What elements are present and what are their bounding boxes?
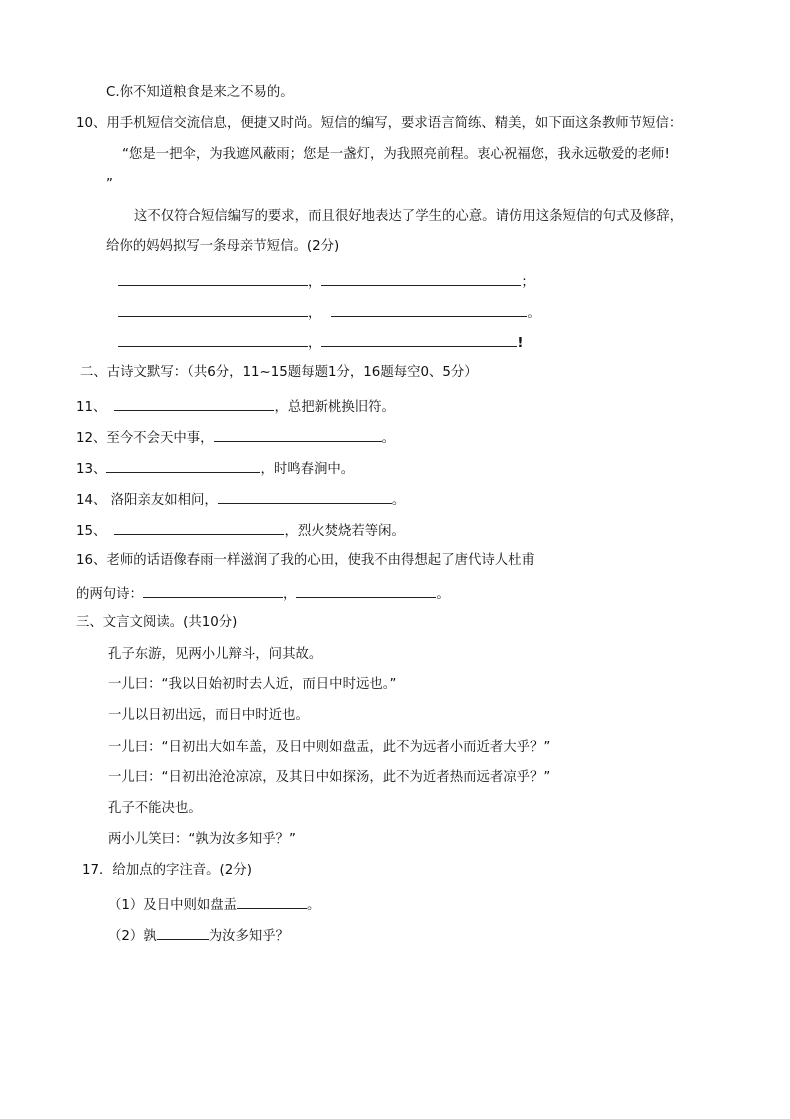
passage-line: 两小儿笑曰：“孰为汝多知乎？” (108, 832, 296, 847)
q15-number: 15、 (76, 524, 107, 539)
q16-end: 。 (436, 587, 450, 602)
section2-heading: 二、古诗文默写：（共6分，11~15题每题1分，16题每空0、5分） (80, 365, 478, 380)
q10-intro: 10、用手机短信交流信息，便捷又时尚。短信的编写，要求语言简练、精美，如下面这条教师节短信： (76, 116, 683, 131)
q17-item1-text: （1）及日中则如盘盂 (108, 898, 238, 913)
q12 (76, 428, 395, 447)
passage-line: 一儿曰：“我以日始初时去人近，而日中时远也。” (108, 677, 397, 692)
section3-heading: 三、文言文阅读。(共10分) (76, 615, 238, 630)
q9-option-c: C.你不知道粮食是来之不易的。 (106, 85, 294, 100)
q17-item1 (108, 895, 320, 914)
q14 (76, 490, 405, 509)
q17-item2 (108, 926, 289, 945)
q10-answer-row-3 (118, 333, 524, 352)
q14-end: 。 (391, 493, 406, 508)
row-end-punct: 。 (527, 306, 541, 321)
answer-blank[interactable] (118, 303, 308, 317)
answer-blank[interactable] (157, 926, 209, 940)
answer-blank[interactable] (218, 490, 392, 504)
q15 (76, 521, 405, 540)
passage-line: 一儿曰：“日初出沧沧凉凉，及其日中如探汤，此不为近者热而远者凉乎？” (108, 770, 551, 785)
q12-text: 12、至今不会天中事， (76, 431, 214, 446)
passage-line: 孔子不能决也。 (108, 801, 202, 816)
q13-text: ，时鸣春涧中。 (260, 462, 355, 477)
q16-lead: 的两句诗： (76, 587, 143, 602)
q17-item1-end: 。 (307, 898, 321, 913)
q15-text: ，烈火焚烧若等闲。 (284, 524, 405, 539)
answer-blank[interactable] (118, 333, 308, 347)
separator: ， (308, 306, 322, 321)
q11-number: 11、 (76, 400, 107, 415)
passage-line: 孔子东游，见两小儿辩斗，问其故。 (108, 647, 323, 662)
q17-item2-post: 为汝多知乎？ (208, 929, 290, 944)
q12-end: 。 (381, 431, 395, 446)
answer-blank[interactable] (321, 272, 521, 286)
answer-blank[interactable] (106, 459, 260, 473)
q10-task-line2: 给你的妈妈拟写一条母亲节短信。(2分) (106, 239, 340, 254)
answer-blank[interactable] (214, 428, 382, 442)
q14-text: 14、 洛阳亲友如相问， (76, 493, 218, 508)
separator: ， (308, 275, 322, 290)
answer-blank[interactable] (237, 895, 307, 909)
q13 (76, 459, 354, 478)
q16-sep: ， (282, 587, 297, 602)
q17-title: 17．给加点的字注音。(2分) (82, 863, 252, 878)
answer-blank[interactable] (321, 333, 517, 347)
q10-task-line1: 这不仅符合短信编写的要求，而且很好地表达了学生的心意。请仿用这条短信的句式及修辞， (134, 209, 684, 224)
q10-answer-row-2 (118, 303, 541, 322)
answer-blank[interactable] (296, 584, 436, 598)
answer-blank[interactable] (114, 521, 284, 535)
q17-item2-pre: （2）孰 (108, 929, 157, 944)
answer-blank[interactable] (143, 584, 283, 598)
row-end-punct: ! (517, 336, 524, 351)
q16-line1: 16、老师的话语像春雨一样滋润了我的心田，使我不由得想起了唐代诗人杜甫 (76, 553, 535, 568)
q11-text: ，总把新桃换旧符。 (274, 400, 395, 415)
q16-line2 (76, 584, 450, 603)
answer-blank[interactable] (114, 397, 274, 411)
q10-sms-line2: ” (106, 177, 113, 192)
passage-line: 一儿曰：“日初出大如车盖，及日中则如盘盂，此不为远者小而近者大乎？” (108, 740, 551, 755)
separator: ， (308, 336, 322, 351)
q10-answer-row-1 (118, 272, 535, 291)
answer-blank[interactable] (118, 272, 308, 286)
q11 (76, 397, 395, 416)
passage-line: 一儿以日初出远，而日中时近也。 (108, 708, 309, 723)
answer-blank[interactable] (331, 303, 527, 317)
row-end-punct: ； (521, 275, 535, 290)
q10-sms-line1: “您是一把伞，为我遮风蔽雨；您是一盏灯，为我照亮前程。衷心祝福您，我永远敬爱的老师! (122, 147, 670, 162)
q13-number: 13、 (76, 462, 107, 477)
